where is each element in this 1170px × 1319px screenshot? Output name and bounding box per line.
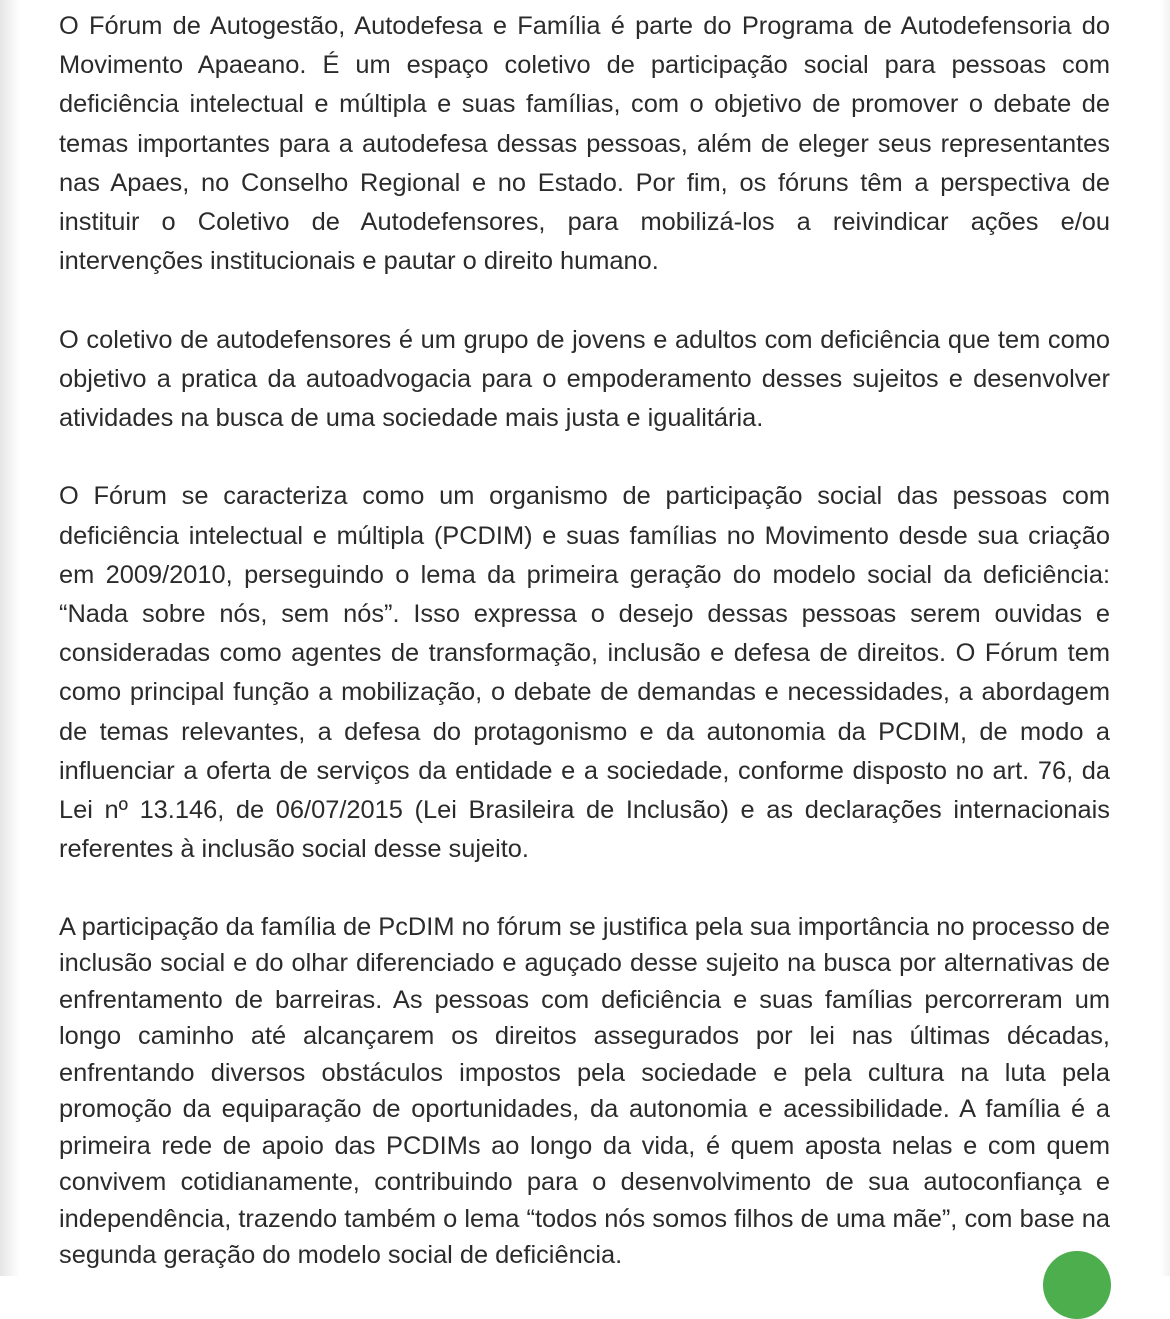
paragraph-participacao-familia: A participação da família de PcDIM no fórum se justifica pela sua importância no processo de inclusão social e do olhar diferenciado e aguçado desse sujeito na busca por alternativas de enfrentamento de barreiras. As pessoas com deficiência e suas famílias percorreram um longo caminho até alcançarem os direitos assegurados por lei nas últimas décadas, enfrentando diversos obstáculos impostos pela sociedade e pela cultura na luta pela promoção da equiparação de oportunidades, da autonomia e acessibilidade. A família é a primeira rede de apoio das PCDIMs ao longo da vida, é quem aposta nelas e com quem convivem cotidianamente, contribuindo para o desenvolvimento de sua autoconfiança e independência, trazendo também o lema “todos nós somos filhos de uma mãe”, com base na segunda geração do modelo social de deficiência.	[59, 912, 1110, 1270]
page-edge-shadow-right	[1160, 0, 1170, 1276]
page-edge-shadow	[0, 0, 20, 1276]
floating-action-button[interactable]	[1043, 1251, 1111, 1319]
paragraph-forum-caracteriza: O Fórum se caracteriza como um organismo de participação social das pessoas com deficiência intelectual e múltipla (PCDIM) e suas famílias no Movimento desde sua criação em 2009/2010, perseguindo o lema da primeira geração do modelo social da deficiência: “Nada sobre nós, sem nós”. Isso expressa o desejo dessas pessoas serem ouvidas e consideradas como agentes de transformação, inclusão e defesa de direitos. O Fórum tem como principal função a mobilização, o debate de demandas e necessidades, a abordagem de temas relevantes, a defesa do protagonismo e da autonomia da PCDIM, de modo a influenciar a oferta de serviços da entidade e a sociedade, conforme disposto no art. 76, da Lei nº 13.146, de 06/07/2015 (Lei Brasileira de Inclusão) e as declarações internacionais referentes à inclusão social desse sujeito.	[59, 482, 1110, 864]
document-body	[59, 7, 1110, 1274]
paragraph-coletivo: O coletivo de autodefensores é um grupo de jovens e adultos com deficiência que tem como objetivo a pratica da autoadvogacia para o empoderamento desses sujeitos e desenvolver atividades na busca de uma sociedade mais justa e igualitária.	[59, 325, 1110, 433]
paragraph-forum-intro: O Fórum de Autogestão, Autodefesa e Família é parte do Programa de Autodefensoria do Movimento Apaeano. É um espaço coletivo de participação social para pessoas com deficiência intelectual e múltipla e suas famílias, com o objetivo de promover o debate de temas importantes para a autodefesa dessas pessoas, além de eleger seus representantes nas Apaes, no Conselho Regional e no Estado. Por fim, os fóruns têm a perspectiva de instituir o Coletivo de Autodefensores, para mobilizá-los a reivindicar ações e/ou intervenções institucionais e pautar o direito humano.	[59, 12, 1110, 276]
